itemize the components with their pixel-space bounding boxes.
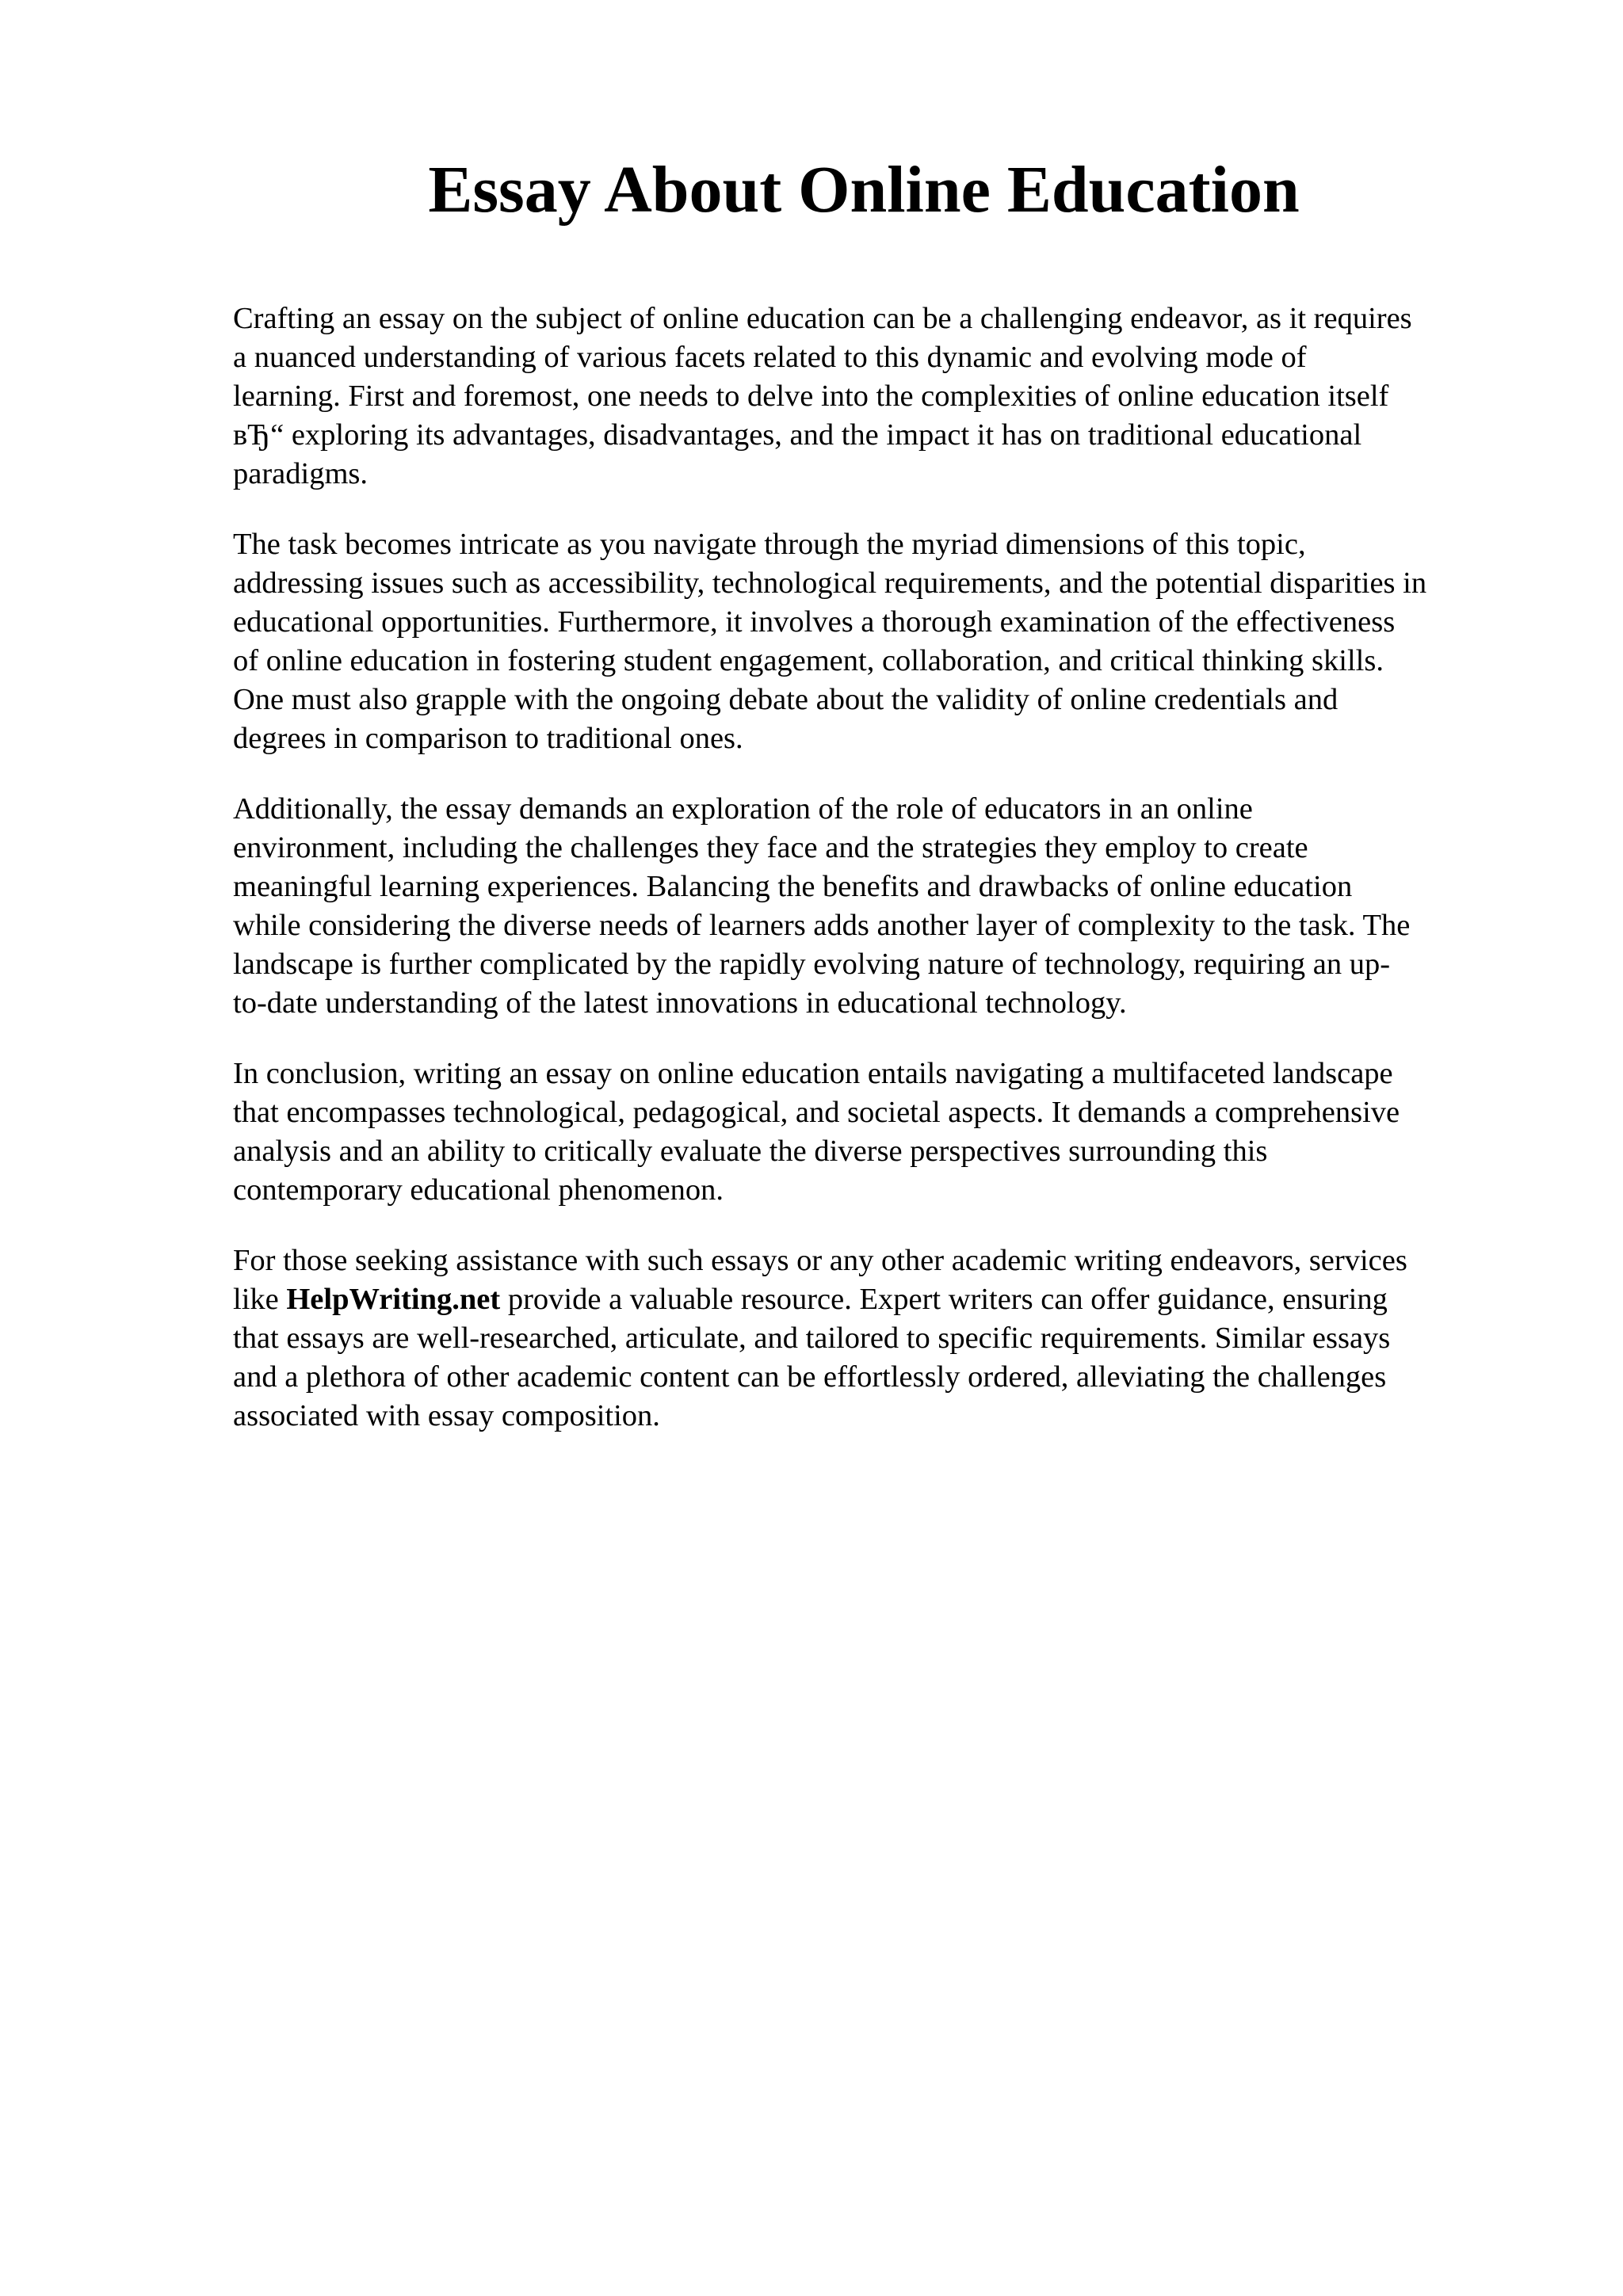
text-line: For those seeking assistance with such essays or any other academic writing endeavors, services [233,1244,1407,1277]
text-line: associated with essay composition. [233,1399,660,1432]
paragraph-5 [233,1241,1541,1436]
text-line: that essays are well-researched, articulate, and tailored to specific requirements. Similar essays [233,1322,1391,1355]
text-line: of online education in fostering student engagement, collaboration, and critical thinking skills. [233,644,1384,677]
text-line: that encompasses technological, pedagogical, and societal aspects. It demands a comprehensive [233,1096,1400,1129]
paragraph-2 [233,525,1541,758]
text-line: to-date understanding of the latest innovations in educational technology. [233,986,1127,1020]
brand-name: HelpWriting.net [286,1283,501,1316]
text-line: environment, including the challenges they face and the strategies they employ to create [233,831,1308,864]
text-line: while considering the diverse needs of learners adds another layer of complexity to the task. The [233,909,1411,942]
text-line-with-brand [233,1280,1541,1319]
text-line: One must also grapple with the ongoing debate about the validity of online credentials and [233,683,1338,716]
text-line: In conclusion, writing an essay on online education entails navigating a multifaceted landscape [233,1057,1393,1090]
text-line: landscape is further complicated by the rapidly evolving nature of technology, requiring an up- [233,948,1391,981]
essay-body [233,299,1541,1467]
text-line: degrees in comparison to traditional ones. [233,722,743,755]
text-line: and a plethora of other academic content can be effortlessly ordered, alleviating the challenges [233,1360,1387,1394]
paragraph-4 [233,1055,1541,1210]
text-line: Crafting an essay on the subject of online education can be a challenging endeavor, as it requires [233,302,1412,335]
text-line: addressing issues such as accessibility, technological requirements, and the potential disparities in [233,566,1427,600]
text-line: contemporary educational phenomenon. [233,1173,724,1207]
paragraph-1 [233,299,1541,494]
text-segment: provide a valuable resource. Expert writers can offer guidance, ensuring [500,1283,1388,1316]
text-line: educational opportunities. Furthermore, it involves a thorough examination of the effectiveness [233,605,1396,639]
text-line: Additionally, the essay demands an exploration of the role of educators in an online [233,792,1253,826]
text-line: вЂ“ exploring its advantages, disadvantages, and the impact it has on traditional educational [233,418,1362,452]
text-line: analysis and an ability to critically evaluate the diverse perspectives surrounding this [233,1135,1268,1168]
text-line: The task becomes intricate as you navigate through the myriad dimensions of this topic, [233,528,1306,561]
text-segment: like [233,1283,287,1316]
text-line: learning. First and foremost, one needs to delve into the complexities of online education itself [233,379,1389,413]
text-line: meaningful learning experiences. Balancing the benefits and drawbacks of online education [233,870,1353,903]
text-line: paradigms. [233,457,368,490]
paragraph-3 [233,790,1541,1023]
essay-title: Essay About Online Education [428,153,1300,227]
text-line: a nuanced understanding of various facets related to this dynamic and evolving mode of [233,341,1307,374]
